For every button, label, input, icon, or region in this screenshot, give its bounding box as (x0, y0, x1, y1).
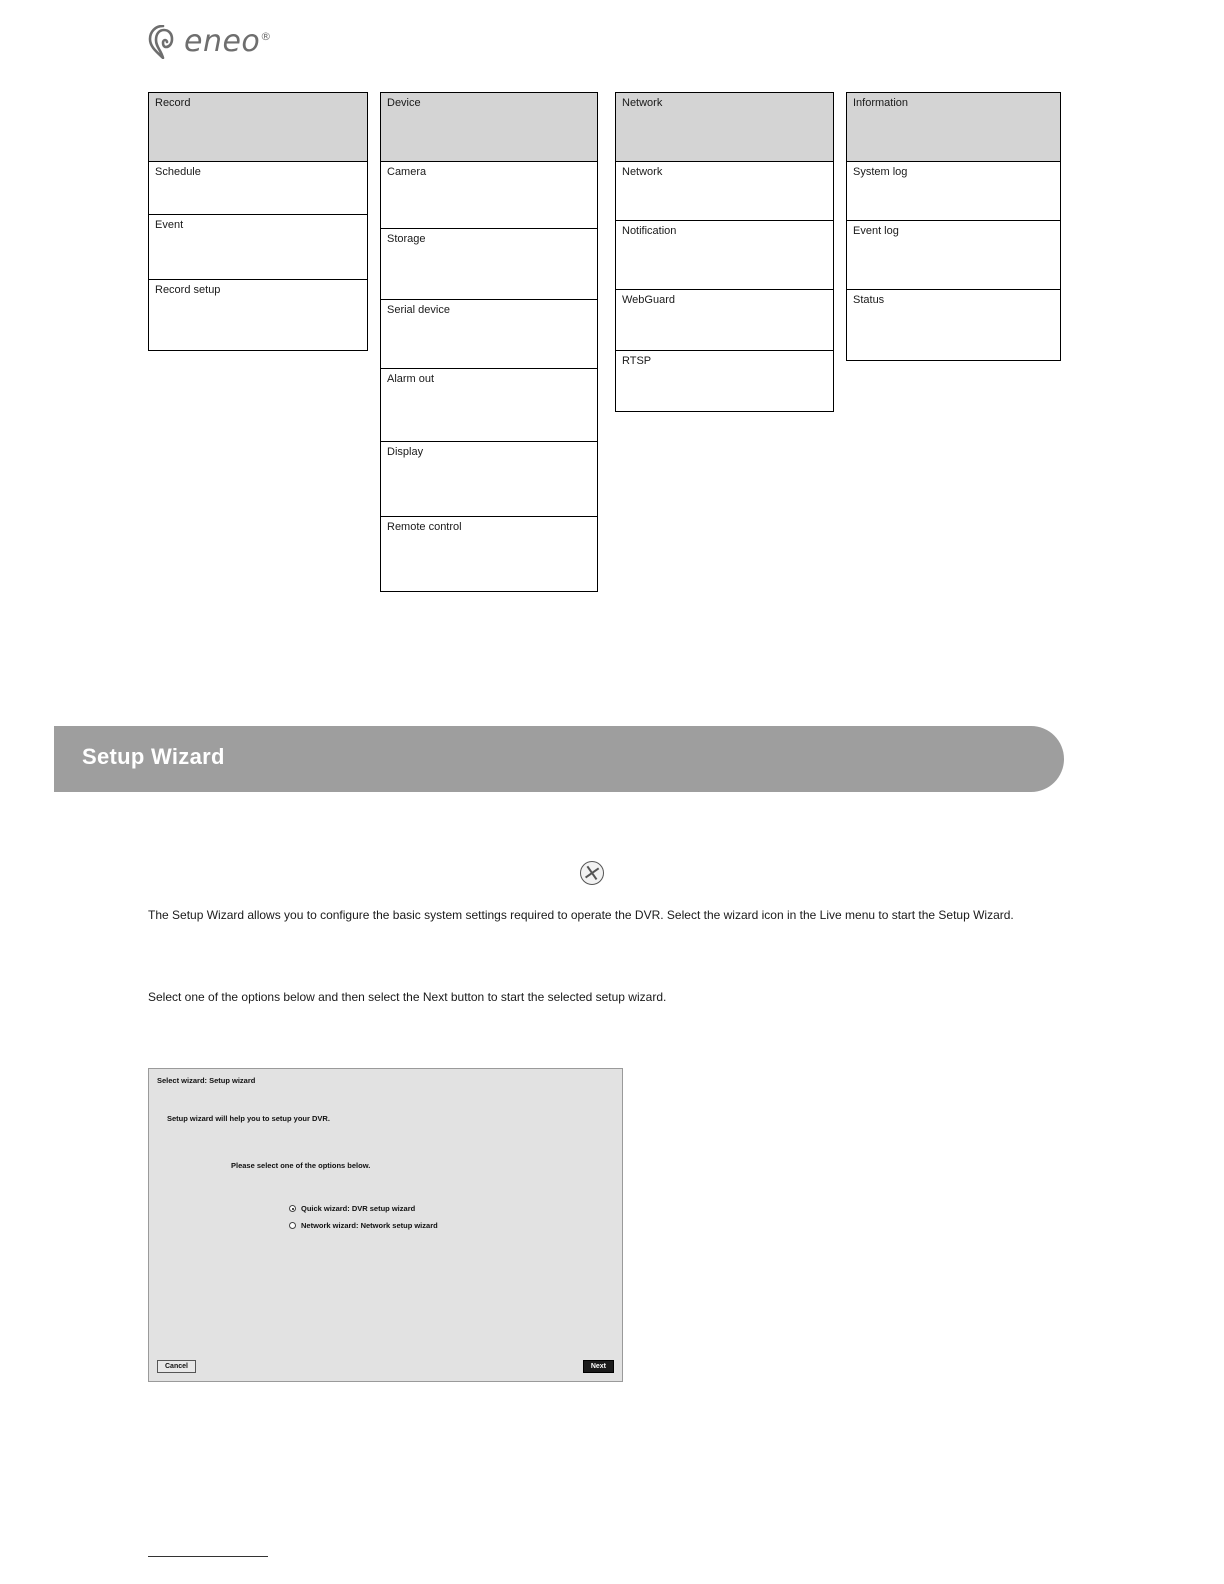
brand-registered-mark: ® (260, 30, 272, 43)
table-row (381, 442, 598, 517)
table-row (616, 162, 834, 221)
table-cell: Camera (381, 162, 598, 229)
table-network (615, 92, 834, 412)
table-cell: WebGuard (616, 290, 834, 351)
table-row (381, 300, 598, 369)
table-cell: Remote control (381, 517, 598, 592)
table-header-cell: Information (847, 93, 1061, 162)
table-row (847, 162, 1061, 221)
table-row (381, 517, 598, 592)
table-cell: Event (149, 215, 368, 280)
table-row (616, 351, 834, 412)
radio-icon[interactable] (289, 1222, 296, 1229)
radio-label: Network wizard: Network setup wizard (301, 1221, 438, 1230)
table-cell: Schedule (149, 162, 368, 215)
dialog-prompt: Please select one of the options below. (231, 1161, 371, 1170)
table-header-cell: Device (381, 93, 598, 162)
table-cell: Record setup (149, 280, 368, 351)
table-row (616, 93, 834, 162)
table-cell: Notification (616, 221, 834, 290)
table-row (381, 93, 598, 162)
section-title: Setup Wizard (82, 744, 225, 769)
table-header-cell: Network (616, 93, 834, 162)
table-information (846, 92, 1061, 361)
cancel-button[interactable]: Cancel (157, 1360, 196, 1373)
table-record (148, 92, 368, 351)
table-cell: Network (616, 162, 834, 221)
table-cell: Storage (381, 229, 598, 300)
table-cell: Status (847, 290, 1061, 361)
dialog-subtitle: Setup wizard will help you to setup your DVR. (167, 1114, 330, 1123)
brand-name-text: eneo (184, 24, 261, 59)
brand-logo (148, 20, 288, 64)
wizard-icon (580, 861, 604, 885)
table-cell: Display (381, 442, 598, 517)
table-row (381, 369, 598, 442)
footer-divider (148, 1556, 268, 1557)
radio-option-quick-wizard[interactable] (289, 1204, 415, 1213)
table-row (381, 162, 598, 229)
table-row (149, 162, 368, 215)
table-cell: Alarm out (381, 369, 598, 442)
table-row (616, 221, 834, 290)
table-cell: System log (847, 162, 1061, 221)
table-row (616, 290, 834, 351)
table-row (381, 229, 598, 300)
table-cell: Event log (847, 221, 1061, 290)
radio-option-network-wizard[interactable] (289, 1221, 438, 1230)
next-button[interactable]: Next (583, 1360, 614, 1373)
table-row (847, 93, 1061, 162)
dialog-title: Select wizard: Setup wizard (157, 1076, 256, 1085)
eneo-logo-icon (148, 25, 178, 59)
paragraph-intro: The Setup Wizard allows you to configure the basic system settings required to operate the DVR. Select the wizard icon in the Live menu to start the Setup Wizard. (148, 908, 1014, 922)
table-row (847, 221, 1061, 290)
radio-label: Quick wizard: DVR setup wizard (301, 1204, 416, 1213)
table-device (380, 92, 598, 592)
table-cell: Serial device (381, 300, 598, 369)
table-header-cell: Record (149, 93, 368, 162)
table-row (847, 290, 1061, 361)
table-row (149, 280, 368, 351)
table-cell: RTSP (616, 351, 834, 412)
section-banner (54, 726, 1064, 792)
table-row (149, 215, 368, 280)
table-row (149, 93, 368, 162)
brand-name (184, 24, 272, 59)
paragraph-instruction: Select one of the options below and then select the Next button to start the selected setup wizard. (148, 990, 667, 1004)
setup-wizard-dialog (148, 1068, 623, 1382)
radio-icon[interactable] (289, 1205, 296, 1212)
